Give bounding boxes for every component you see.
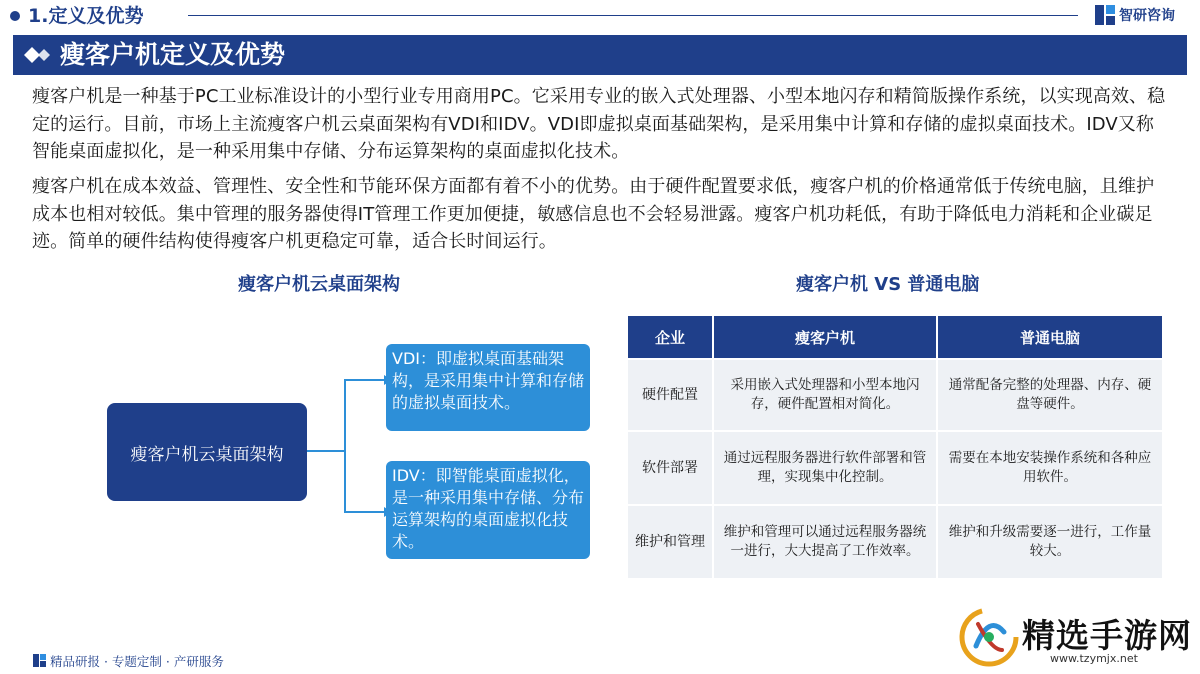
diagram-title: 瘦客户机云桌面架构 <box>238 274 400 295</box>
diagram-connector <box>300 360 395 550</box>
comparison-table <box>626 314 1164 580</box>
company-logo <box>1095 4 1175 26</box>
table-cell: 通过远程服务器进行软件部署和管理，实现集中化控制。 <box>714 432 936 504</box>
header-divider <box>188 15 1078 16</box>
logo-text: 智研咨询 <box>1119 8 1175 24</box>
section-bullet-icon <box>10 11 20 21</box>
double-diamond-icon <box>24 45 54 65</box>
table-cell: 采用嵌入式处理器和小型本地闪存，硬件配置相对简化。 <box>714 360 936 430</box>
table-header-cell: 企业 <box>628 316 712 358</box>
table-row-header: 硬件配置 <box>628 360 712 430</box>
definition-paragraph: 瘦客户机是一种基于PC工业标准设计的小型行业专用商用PC。它采用专业的嵌入式处理器、小型本地闪存和精简版操作系统，以实现高效、稳定的运行。目前，市场上主流瘦客户机云桌面架构有VDI和IDV。VDI即虚拟桌面基础架构，是采用集中计算和存储的虚拟桌面技术。IDV又称智能桌面虚拟化，是一种采用集中存储、分布运算架构的桌面虚拟化技术。 <box>32 86 1166 162</box>
advantages-paragraph: 瘦客户机在成本效益、管理性、安全性和节能环保方面都有着不小的优势。由于硬件配置要求低，瘦客户机的价格通常低于传统电脑，且维护成本也相对较低。集中管理的服务器使得IT管理工作更加便捷，敏感信息也不会轻易泄露。瘦客户机功耗低，有助于降低电力消耗和企业碳足迹。简单的硬件结构使得瘦客户机更稳定可靠，适合长时间运行。 <box>32 176 1155 252</box>
table-cell: 通常配备完整的处理器、内存、硬盘等硬件。 <box>938 360 1162 430</box>
diagram-branch-vdi <box>386 344 590 431</box>
table-row <box>628 360 1162 430</box>
table-cell: 维护和管理可以通过远程服务器统一进行，大大提高了工作效率。 <box>714 506 936 578</box>
table-cell: 维护和升级需要逐一进行，工作量较大。 <box>938 506 1162 578</box>
comparison-title: 瘦客户机 VS 普通电脑 <box>796 274 980 295</box>
footer-services: 精品研报 · 专题定制 · 产研服务 <box>50 654 224 669</box>
brand-logo-icon <box>958 606 1020 668</box>
table-header-row <box>628 316 1162 358</box>
table-row-header: 维护和管理 <box>628 506 712 578</box>
diagram-branch-idv <box>386 461 590 559</box>
table-row <box>628 506 1162 578</box>
footer-logo-icon <box>33 654 46 667</box>
table-header-cell: 普通电脑 <box>938 316 1162 358</box>
table-row-header: 软件部署 <box>628 432 712 504</box>
section-title: 1.定义及优势 <box>28 5 144 27</box>
logo-icon <box>1095 5 1115 25</box>
brand-url[interactable]: www.tzymjx.net <box>1050 652 1138 665</box>
diagram-branch-idv-label: IDV：即智能桌面虚拟化，是一种采用集中存储、分布运算架构的桌面虚拟化技术。 <box>392 466 585 551</box>
page-title: 瘦客户机定义及优势 <box>60 40 286 69</box>
brand-name: 精选手游网 <box>1022 616 1192 655</box>
diagram-branch-vdi-label: VDI：即虚拟桌面基础架构，是采用集中计算和存储的虚拟桌面技术。 <box>392 349 585 412</box>
table-cell: 需要在本地安装操作系统和各种应用软件。 <box>938 432 1162 504</box>
diagram-root-node <box>107 403 307 501</box>
table-header-cell: 瘦客户机 <box>714 316 936 358</box>
table-row <box>628 432 1162 504</box>
diagram-root-label: 瘦客户机云桌面架构 <box>130 444 284 465</box>
